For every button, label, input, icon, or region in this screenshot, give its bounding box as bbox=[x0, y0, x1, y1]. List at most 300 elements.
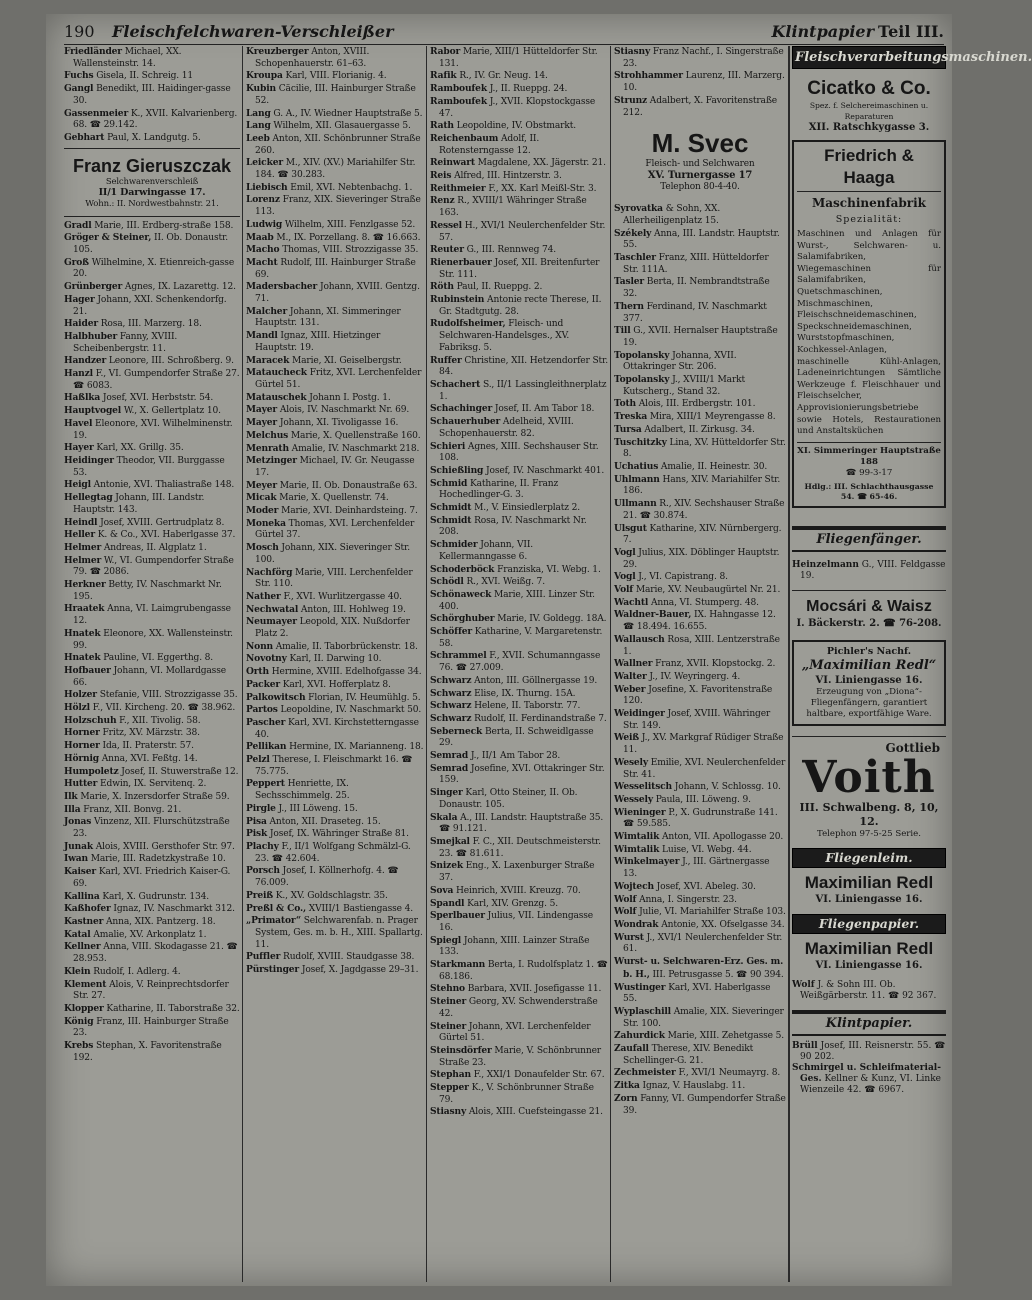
section-klintpapier: Klintpapier. bbox=[792, 1010, 946, 1036]
entry-details: Michael, XX. Wallensteinstr. 14. bbox=[73, 47, 182, 69]
entry-details: Franz Nachf., I. Singerstraße 23. bbox=[623, 47, 784, 69]
directory-entry bbox=[614, 982, 786, 1006]
entry-details: Adalbert, X. Favoritenstraße 212. bbox=[623, 95, 777, 118]
haaga-subtitle: Maschinenfabrik bbox=[811, 196, 926, 210]
directory-entry bbox=[430, 465, 608, 478]
entry-details: Selchwarenfab. n. Prager System, Ges. m. b. H., XIII. Spallartg. 11. bbox=[255, 916, 423, 950]
entry-name: Pascher bbox=[246, 716, 286, 728]
entry-details: Christine, XII. Hetzendorfer Str. 84. bbox=[439, 355, 608, 378]
entry-name: Volf bbox=[614, 584, 634, 596]
directory-entry bbox=[64, 891, 240, 904]
directory-entry bbox=[430, 416, 608, 440]
entry-details: Marie, X. Quellenstr. 74. bbox=[279, 493, 389, 504]
entry-details: Amalie, XIX. Sieveringer Str. 100. bbox=[623, 1006, 784, 1029]
directory-page bbox=[46, 14, 1032, 1286]
directory-entry bbox=[246, 404, 424, 417]
directory-entry bbox=[246, 542, 424, 566]
entry-name: Stiasny bbox=[430, 1106, 467, 1118]
entry-details: R., IV. Gr. Neug. 14. bbox=[459, 71, 548, 82]
entry-details: F., II/1 Wolfgang Schmälzl-G. 23. ☎ 42.604. bbox=[255, 842, 411, 864]
entry-name: Schmider bbox=[430, 539, 478, 551]
directory-entry bbox=[430, 244, 608, 257]
redl1-address: VI. Liniengasse 16. bbox=[815, 893, 923, 905]
directory-entry bbox=[430, 650, 608, 674]
entry-details: Rudolf, I. Adlerg. 4. bbox=[93, 966, 181, 977]
directory-entry bbox=[246, 480, 424, 493]
directory-entry bbox=[614, 584, 786, 597]
entry-details: Berta, II. Schweidlgasse 29. bbox=[439, 726, 594, 749]
entry-name: Walter bbox=[614, 670, 647, 682]
directory-entry bbox=[64, 555, 240, 579]
directory-entry bbox=[64, 727, 240, 740]
entry-name: Schöffer bbox=[430, 626, 472, 638]
entry-details: Wilhelm, XII. Glasauergasse 5. bbox=[273, 121, 411, 132]
directory-entry bbox=[430, 195, 608, 219]
directory-entry bbox=[614, 906, 786, 919]
entry-name: Herkner bbox=[64, 579, 106, 591]
entry-name: Haßlka bbox=[64, 392, 101, 404]
entry-name: Horner bbox=[64, 727, 100, 739]
directory-entry bbox=[430, 515, 608, 539]
entry-details: Heinrich, XVIII. Kreuzg. 70. bbox=[455, 885, 581, 896]
directory-entry bbox=[614, 424, 786, 437]
wolf-entry: Wolf J. & Sohn III. Ob. Weißgärberstr. 11. ☎ 92 367. bbox=[792, 979, 937, 1001]
directory-column-4 bbox=[614, 46, 786, 1282]
entry-details: Johann, XVIII. Gentzg. 71. bbox=[255, 282, 420, 305]
entry-details: Laurenz, III. Marzerg. 10. bbox=[623, 71, 785, 94]
directory-entry bbox=[430, 257, 608, 281]
directory-entry bbox=[64, 579, 240, 603]
directory-entry bbox=[614, 411, 786, 424]
entry-name: Steiner bbox=[430, 996, 467, 1008]
directory-entry bbox=[430, 183, 608, 196]
entry-details: Franziska, VI. Webg. 1. bbox=[497, 564, 601, 575]
entry-name: Semrad bbox=[430, 762, 469, 774]
entry-details: Alois, XIII. Cuefsteingasse 21. bbox=[468, 1107, 603, 1118]
entry-name: Heigl bbox=[64, 479, 91, 491]
entry-name: Rubinstein bbox=[430, 294, 485, 306]
directory-entry bbox=[64, 257, 240, 281]
directory-entry bbox=[64, 220, 240, 233]
entry-details: Ida, II. Praterstr. 57. bbox=[102, 741, 194, 752]
entry-name: Székely bbox=[614, 227, 652, 239]
entry-name: Meyer bbox=[246, 479, 277, 491]
directory-entry bbox=[246, 244, 424, 257]
entry-details: Magdalene, XX. Jägerstr. 21. bbox=[477, 158, 606, 169]
entry-name: Zechmeister bbox=[614, 1067, 676, 1079]
entry-name: Spiegl bbox=[430, 934, 462, 946]
entry-name: Plachy bbox=[246, 841, 279, 852]
entry-details: Karl, XVI. Friedrich Kaiser-G. 69. bbox=[73, 867, 231, 889]
entry-details: Henriette, IX. Sechsschimmelg. 25. bbox=[255, 779, 350, 802]
cicatko-line1: Spez. f. Selchereimaschinen u. Reparaturen bbox=[809, 101, 929, 121]
svec-advertisement bbox=[614, 127, 786, 193]
entry-name: Hanzl bbox=[64, 368, 93, 380]
entry-details: Vinzenz, XII. Flurschützstraße 23. bbox=[73, 817, 230, 840]
entry-details: J., II/1 Am Tabor 28. bbox=[470, 751, 561, 762]
entry-name: Wimtalik bbox=[614, 843, 660, 855]
entry-details: F., VI. Gumpendorfer Straße 27. ☎ 6083. bbox=[73, 369, 240, 391]
directory-entry bbox=[64, 866, 240, 890]
directory-entry bbox=[246, 133, 424, 157]
directory-entry bbox=[430, 294, 608, 318]
entry-details: Georg, XV. Schwenderstraße 42. bbox=[439, 997, 598, 1019]
entry-details: Josef, I. Köllnerhofg. 4. ☎ 76.009. bbox=[255, 866, 399, 889]
entry-name: Nechwatal bbox=[246, 603, 299, 615]
directory-entry bbox=[64, 132, 240, 145]
entry-details: Johann, XIII. Lainzer Straße 133. bbox=[439, 935, 590, 958]
haaga-name: Friedrich & Haaga bbox=[797, 145, 941, 192]
gieruszczak-address: II/1 Darwingasse 17. bbox=[98, 187, 206, 199]
directory-entry bbox=[64, 232, 240, 256]
entry-name: Schmidt bbox=[430, 502, 472, 514]
directory-entry bbox=[246, 330, 424, 354]
entry-details: Johann, XI. Tivoligasse 16. bbox=[279, 418, 399, 429]
redl1-name: Maximilian Redl bbox=[804, 872, 934, 892]
entry-name: Hraatek bbox=[64, 603, 105, 615]
directory-entry bbox=[614, 350, 786, 374]
entry-details: Karl, X. Gudrunstr. 134. bbox=[102, 891, 209, 902]
entry-name: Nonn bbox=[246, 640, 274, 652]
haaga-phone: ☎ 99-3-17 bbox=[845, 467, 893, 478]
entry-name: Metzinger bbox=[246, 455, 297, 467]
entry-name: Steinsdörfer bbox=[430, 1044, 492, 1056]
entry-details: Adolf, II. Rotensterngasse 12. bbox=[439, 133, 540, 156]
entry-name: Wesely bbox=[614, 756, 649, 768]
directory-entry bbox=[64, 966, 240, 979]
entry-details: Luise, VI. Webg. 44. bbox=[661, 844, 752, 855]
entry-details: Anton, XII. Schönbrunner Straße 260. bbox=[255, 133, 421, 156]
entry-details: Marie, XIII/1 Hütteldorfer Str. 131. bbox=[439, 47, 598, 69]
entry-name: Pellikan bbox=[246, 741, 287, 753]
entry-name: Zahurdick bbox=[614, 1030, 665, 1042]
directory-entry bbox=[430, 763, 608, 787]
directory-entry bbox=[430, 564, 608, 577]
entry-name: Topolansky bbox=[614, 349, 670, 361]
entry-name: Pirgle bbox=[246, 802, 276, 814]
entry-name: Zaufall bbox=[614, 1043, 649, 1055]
entry-name: Weidinger bbox=[614, 708, 665, 720]
entry-name: Strohhammer bbox=[614, 70, 683, 82]
entry-details: Anna, VI. Laimgrubengasse 12. bbox=[73, 604, 231, 627]
directory-entry bbox=[430, 355, 608, 379]
entry-name: Ulsgut bbox=[614, 522, 647, 534]
entry-name: Gröger & Steiner, bbox=[64, 232, 152, 244]
entry-name: Kaßhofer bbox=[64, 903, 111, 915]
entry-details: R., XVI. Weißg. 7. bbox=[466, 577, 545, 588]
entry-details: Karl, VIII. Florianig. 4. bbox=[285, 71, 387, 82]
directory-entry bbox=[64, 979, 240, 1003]
directory-entry bbox=[246, 692, 424, 705]
entry-name: Katal bbox=[64, 928, 91, 940]
directory-entry bbox=[614, 498, 786, 522]
directory-entry bbox=[64, 542, 240, 555]
entry-details: Eleonore, XVI. Wilhelminenstr. 19. bbox=[73, 418, 233, 441]
entry-name: Starkmann bbox=[430, 959, 486, 971]
entry-name: Helmer bbox=[64, 541, 102, 553]
column-divider bbox=[426, 46, 427, 1282]
entry-name: Kallina bbox=[64, 890, 100, 902]
entry-details: II. Ob. Donaustr. 105. bbox=[73, 233, 228, 256]
entry-details: Amalie, IV. Naschmarkt 218. bbox=[291, 443, 420, 454]
directory-entry bbox=[246, 641, 424, 654]
entry-name: Rabor bbox=[430, 46, 461, 57]
voith-address: III. Schwalbeng. 8, 10, 12. bbox=[799, 800, 939, 828]
directory-entry bbox=[614, 708, 786, 732]
directory-entry bbox=[614, 398, 786, 411]
directory-entry bbox=[430, 983, 608, 996]
entry-details: Anna, XIX. Pantzerg. 18. bbox=[106, 917, 216, 927]
entry-name: Steiner bbox=[430, 1020, 467, 1032]
entry-name: Lang bbox=[246, 120, 271, 132]
entry-details: Antonie, XVI. Thaliastraße 148. bbox=[93, 480, 235, 491]
directory-entry bbox=[430, 613, 608, 626]
entry-name: Mosch bbox=[246, 542, 279, 554]
directory-entry bbox=[430, 96, 608, 120]
entry-details: Johann, V. Schlossg. 10. bbox=[674, 782, 781, 793]
directory-entry bbox=[614, 932, 786, 956]
entry-details: F., XII. Tivolig. 58. bbox=[119, 715, 201, 726]
directory-entry bbox=[246, 367, 424, 391]
redl2-advertisement bbox=[792, 938, 946, 972]
entry-details: & Sohn, XX. Allerheiligenplatz 15. bbox=[623, 204, 721, 226]
entry-details: Marie, II. Ob. Donaustraße 63. bbox=[279, 480, 418, 491]
voith-firstname: Gottlieb bbox=[885, 740, 940, 755]
directory-entry bbox=[430, 700, 608, 713]
entry-name: Jonas bbox=[64, 816, 92, 828]
entry-name: Tuschitzky bbox=[614, 436, 667, 448]
entry-name: Wolf bbox=[614, 906, 637, 918]
entry-details: Eng., X. Laxenburger Straße 37. bbox=[439, 861, 595, 884]
entry-details: Josef, IV. Naschmarkt 401. bbox=[486, 465, 605, 476]
entry-name: Hölzl bbox=[64, 702, 90, 714]
directory-entry bbox=[614, 276, 786, 300]
mocsari-address: I. Bäckerstr. 2. ☎ 76-208. bbox=[796, 617, 942, 629]
entry-details: F. C., XII. Deutschmeisterstr. 23. ☎ 81.611. bbox=[439, 837, 601, 859]
entry-name: Wachtl bbox=[614, 596, 649, 608]
entry-name: Wurst- u. Selchwaren-Erz. Ges. m. b. H., bbox=[614, 956, 784, 980]
entry-details: Fritz, XV. Märzstr. 38. bbox=[102, 728, 200, 739]
entry-details: Marie, XI. Geiselbergstr. bbox=[291, 355, 402, 366]
directory-entry bbox=[430, 441, 608, 465]
entry-details: Josef, XII. Breitenfurter Str. 111. bbox=[439, 257, 600, 280]
entry-name: Kastner bbox=[64, 916, 104, 927]
entry-details: R., XIV. Sechshauser Straße 21. ☎ 30.874. bbox=[623, 499, 785, 521]
entry-name: Reuter bbox=[430, 244, 464, 256]
entry-name: Preßl & Co., bbox=[246, 902, 306, 914]
entry-name: Leeb bbox=[246, 132, 270, 144]
entry-name: Junak bbox=[64, 840, 93, 852]
entry-name: Kubin bbox=[246, 83, 276, 95]
entry-details: Karl, Otto Steiner, II. Ob. Donaustr. 105. bbox=[439, 788, 578, 810]
directory-entry bbox=[430, 1069, 608, 1082]
entry-name: Partos bbox=[246, 704, 278, 716]
entry-details: Hans, XIV. Mariahilfer Str. 186. bbox=[623, 474, 781, 497]
entry-details: M., IX. Porzellang. 8. ☎ 16.663. bbox=[276, 232, 421, 243]
directory-entry bbox=[64, 479, 240, 492]
entry-name: Tursa bbox=[614, 423, 642, 435]
directory-entry bbox=[430, 379, 608, 403]
directory-entry bbox=[430, 133, 608, 157]
entry-details: Rudolf, III. Hainburger Straße 69. bbox=[255, 257, 416, 280]
entry-name: Wolf bbox=[614, 893, 637, 905]
directory-entry bbox=[430, 626, 608, 650]
entry-details: Marie, VIII. Lerchenfelder Str. 110. bbox=[255, 567, 413, 590]
directory-entry bbox=[246, 157, 424, 181]
entry-name: Groß bbox=[64, 256, 89, 268]
directory-entry bbox=[430, 688, 608, 701]
directory-entry bbox=[614, 956, 786, 981]
entry-details: K., XV. Goldschlagstr. 35. bbox=[275, 890, 388, 901]
entry-name: Haider bbox=[64, 318, 98, 330]
entry-details: Alfred, III. Hintzerstr. 3. bbox=[454, 171, 562, 182]
entry-details: J., VI. Capistrang. 8. bbox=[638, 572, 728, 583]
directory-entry bbox=[430, 935, 608, 959]
entry-name: Spandl bbox=[430, 897, 465, 909]
directory-entry bbox=[246, 567, 424, 591]
entry-details: Anna, XVI. Feßtg. 14. bbox=[101, 753, 198, 764]
entry-name: Schwarz bbox=[430, 700, 472, 712]
directory-entry bbox=[64, 46, 240, 70]
directory-entry bbox=[430, 502, 608, 515]
directory-entry bbox=[614, 523, 786, 547]
entry-details: Amalie, II. Heinestr. 30. bbox=[660, 461, 768, 472]
haaga-description: Maschinen und Anlagen für Wurst-, Selchwaren- u. Salamifabriken, Wiegemaschinen für Salamifabriken, Quetschmaschinen, Mischmaschinen, Fleischschneidemaschinen, Speckschneidemaschinen, Wurststopfmaschinen, Kochkessel-Anlagen, maschinelle Kühl-Anlagen, Ladeneinrichtungen Sämtliche Werkzeuge f. Fleischhauer und Fleischselcher, Approvisionierungsbetriebe sowie Hotels, Restaurationen und Anstaltsküchen bbox=[797, 229, 941, 437]
entry-details: Marie, XIII. Zehetgasse 5. bbox=[667, 1031, 785, 1042]
directory-entry bbox=[246, 232, 424, 245]
directory-entry bbox=[64, 628, 240, 652]
entry-details: Ignaz, XIII. Hietzinger Hauptstr. 19. bbox=[255, 331, 381, 353]
directory-entry bbox=[430, 539, 608, 563]
directory-entry bbox=[246, 803, 424, 816]
entry-details: G. A., IV. Wiedner Hauptstraße 5. bbox=[273, 108, 423, 119]
entry-name: Skala bbox=[430, 811, 458, 823]
entry-details: Karl, II. Darwing 10. bbox=[289, 654, 382, 665]
directory-entry bbox=[614, 374, 786, 398]
entry-name: Seberneck bbox=[430, 725, 483, 737]
directory-entry bbox=[246, 108, 424, 121]
directory-entry bbox=[430, 120, 608, 133]
directory-entry bbox=[64, 442, 240, 455]
entry-details: F., XVI. Wurlitzergasse 40. bbox=[283, 591, 402, 602]
directory-entry bbox=[614, 671, 786, 684]
entry-details: K., V. Schönbrunner Straße 79. bbox=[439, 1083, 594, 1105]
entry-name: Wimtalik bbox=[614, 831, 660, 843]
entry-name: Lang bbox=[246, 107, 271, 119]
directory-entry bbox=[64, 804, 240, 817]
entry-details: Marie, X. Quellenstraße 160. bbox=[290, 430, 421, 441]
entry-name: Schwarz bbox=[430, 712, 472, 724]
entry-details: Anton, VII. Apollogasse 20. bbox=[661, 832, 784, 843]
entry-name: Packer bbox=[246, 678, 281, 690]
entry-name: Kroupa bbox=[246, 70, 283, 82]
entry-name: Wojtech bbox=[614, 880, 654, 892]
entry-details: F., XVI/1 Neumayrg. 8. bbox=[678, 1068, 781, 1079]
entry-name: Madersbacher bbox=[246, 281, 318, 293]
entry-details: Michael, IV. Gr. Neugasse 17. bbox=[255, 456, 415, 478]
voith-name: Voith bbox=[802, 751, 936, 803]
entry-name: Helmer bbox=[64, 554, 102, 566]
directory-entry bbox=[614, 919, 786, 932]
volume-label: Teil III. bbox=[878, 22, 944, 41]
entry-name: Syrovatka bbox=[614, 203, 663, 215]
entry-name: Wallner bbox=[614, 658, 653, 670]
directory-entry bbox=[64, 517, 240, 530]
entry-details: Amalie, II. Taborbrückenstr. 18. bbox=[275, 641, 418, 652]
section-title-left: Fleischfelchwaren-Verschleißer bbox=[112, 22, 394, 41]
entry-name: Humpoletz bbox=[64, 765, 119, 777]
directory-entry bbox=[64, 331, 240, 355]
directory-column-1 bbox=[64, 46, 240, 1282]
entry-name: Snizek bbox=[430, 860, 463, 872]
entry-name: Gangl bbox=[64, 83, 94, 95]
entry-name: Schachinger bbox=[430, 403, 493, 415]
directory-entry bbox=[246, 653, 424, 666]
entry-name: Illa bbox=[64, 803, 81, 815]
directory-entry bbox=[614, 1067, 786, 1080]
entry-details: Marie, XIII. Linzer Str. 400. bbox=[439, 589, 595, 612]
entry-name: Hayer bbox=[64, 442, 94, 454]
directory-entry bbox=[430, 910, 608, 934]
entry-details: Anton, XVIII. Schopenhauerstr. 61–63. bbox=[255, 47, 370, 69]
voith-phone: Telephon 97-5-25 Serie. bbox=[817, 828, 921, 839]
entry-name: Wieninger bbox=[614, 806, 666, 818]
entry-details: Alois, XVIII. Gersthofer Str. 97. bbox=[95, 841, 235, 852]
directory-entry bbox=[64, 853, 240, 866]
directory-entry bbox=[430, 281, 608, 294]
directory-column-3 bbox=[430, 46, 608, 1282]
directory-entry bbox=[64, 455, 240, 479]
entry-name: Porsch bbox=[246, 865, 280, 877]
entry-details: Rudolf, II. Ferdinandstraße 7. bbox=[474, 713, 607, 724]
entry-details: F., XXI/1 Donaufelder Str. 67. bbox=[473, 1070, 605, 1081]
directory-entry bbox=[64, 1003, 240, 1016]
directory-entry bbox=[64, 778, 240, 791]
entry-name: Kaiser bbox=[64, 866, 97, 878]
entry-details: Katharine, XIV. Nürnbergerg. 7. bbox=[623, 523, 782, 546]
entry-name: Hofbauer bbox=[64, 664, 111, 676]
entry-details: S., II/1 Lassingleithnerplatz 1. bbox=[439, 379, 607, 402]
directory-entry bbox=[614, 894, 786, 907]
entry-details: Alois, V. Reinprechtsdorfer Str. 27. bbox=[73, 979, 229, 1002]
entry-name: Neumayer bbox=[246, 616, 297, 628]
entry-details: Johann, XVI. Lerchenfelder Gürtel 51. bbox=[439, 1021, 591, 1044]
entry-details: J., IV. Weyringerg. 4. bbox=[649, 671, 741, 682]
entry-details: Paula, III. Löweng. 9. bbox=[655, 794, 751, 805]
entry-name: Malcher bbox=[246, 305, 288, 317]
entry-name: Uchatius bbox=[614, 460, 659, 472]
entry-details: Stefanie, VIII. Strozzigasse 35. bbox=[99, 690, 238, 701]
gieruszczak-name: Franz Gieruszczak bbox=[72, 155, 232, 176]
entry-name: Schörghuber bbox=[430, 613, 495, 625]
directory-entry bbox=[430, 836, 608, 860]
entry-details: Adelheid, XVIII. Schopenhauerstr. 82. bbox=[439, 417, 574, 439]
directory-entry bbox=[614, 1093, 786, 1117]
directory-entry bbox=[246, 182, 424, 195]
directory-entry bbox=[246, 83, 424, 107]
redl2-name: Maximilian Redl bbox=[804, 938, 934, 958]
entry-details: M., XIV. (XV.) Mariahilfer Str. 184. ☎ 30.283. bbox=[255, 158, 416, 181]
directory-entry bbox=[246, 604, 424, 617]
entry-details: Katharine, II. Taborstraße 32. bbox=[106, 1003, 240, 1014]
entry-details: G., III. Rennweg 74. bbox=[466, 245, 557, 256]
entry-details: H., XVI/1 Neulerchenfelder Str. 57. bbox=[439, 220, 606, 243]
entry-name: Schachert bbox=[430, 378, 481, 390]
entry-details: Johann, XI. Simmeringer Hauptstr. 131. bbox=[255, 306, 401, 329]
directory-entry bbox=[64, 702, 240, 715]
entry-details: Josefine, X. Favoritenstraße 120. bbox=[623, 684, 773, 707]
entry-name: Weber bbox=[614, 683, 646, 695]
